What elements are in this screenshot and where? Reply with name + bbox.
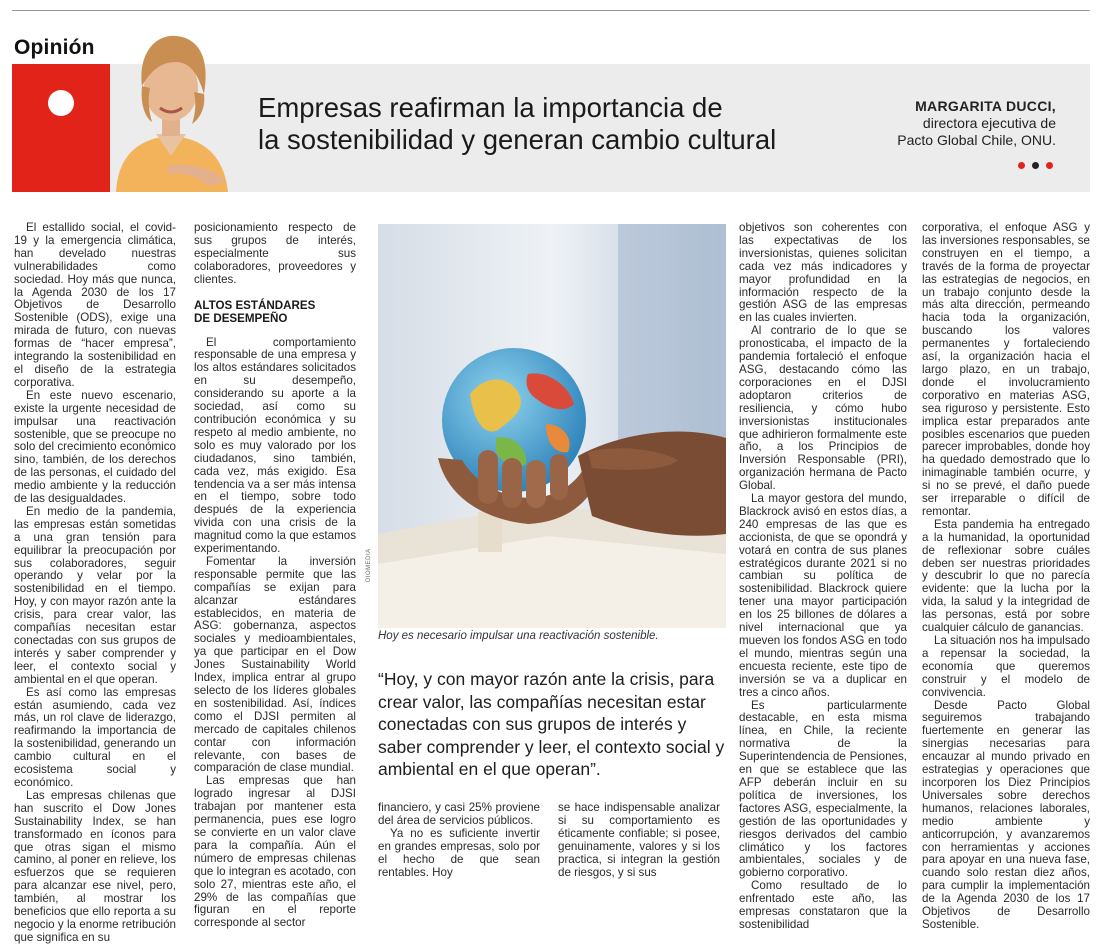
headline <box>258 92 858 156</box>
author-block <box>897 98 1056 149</box>
subheading-line-2: DE DESEMPEÑO <box>194 311 288 325</box>
col5-paragraph: La situación nos ha impulsado a repensar la sociedad, la economía que queremos construir y el modelo de convivencia. <box>922 634 1090 699</box>
col2-paragraph: El comportamiento responsable de una empresa y los altos estándares solicitados en su desempeño, considerando su aporte a la sociedad, así como su contribución económica y su respeto al medio ambiente, no solo es muy valorado por los ciudadanos, sino también, cada vez, más exigido. Esa tendencia va a ser más intensa en el tiempo, sobre todo después de la experiencia vivida con una crisis de la magnitud como la que estamos experimentando. <box>194 335 356 556</box>
column-3b <box>558 802 720 879</box>
decorative-dots <box>1018 156 1060 174</box>
col1-paragraph: Es así como las empresas están asumiendo, cada vez más, un rol clave de liderazgo, reafirmando la importancia de la sostenibilidad, generando un cambio cultural en el ecosistema social y económico. <box>14 685 176 789</box>
author-role-line-2: Pacto Global Chile, ONU. <box>897 132 1056 148</box>
author-name: MARGARITA DUCCI, <box>915 98 1056 114</box>
headline-line-2: la sostenibilidad y generan cambio cultural <box>258 124 777 155</box>
dot-black <box>1032 162 1039 169</box>
banner-red-block <box>12 64 110 192</box>
col4-paragraph: Es particularmente destacable, en esta misma línea, en Chile, la reciente normativa de la Superintendencia de Pensiones, en que se establece que las AFP deberán incluir en su política de inversiones, los factores ASG, especialmente, la gestión de las oportunidades y riesgos derivados del cambio climático y los factores ambientales, sociales y de gobierno corporativo. <box>739 698 907 880</box>
photo-credit: DIOMEDIA <box>366 548 372 582</box>
col5-paragraph: corporativa, el enfoque ASG y las inversiones responsables, se construyen en el tiempo, a través de la forma de proyectar las estrategias de negocios, en un trabajo conjunto desde la más alta dirección, permeando hacia toda la organización, buscando los valores permanentes y fortaleciendo así, la organización hacia el largo plazo, en un trabajo, donde el involucramiento corporativo en materias ASG, sea riguroso y persistente. Esto implica estar preparados ante posibles escenarios que pueden parecer improbables, donde hoy ha quedado demostrado que lo inimaginable también ocurre, y si no se prevé, el daño puede ser irreparable o difícil de remontar. <box>922 221 1090 518</box>
col1-paragraph: En medio de la pandemia, las empresas están sometidas a una gran tensión para equilibrar la preocupación por sus colaboradores, seguir operando y velar por la sostenibilidad en el tiempo. Hoy, y con mayor razón ante la crisis, para crear valor, las compañías necesitan estar conectadas con sus grupos de interés y saber comprender y leer, el contexto social y ambiental en el que operan. <box>14 504 176 686</box>
col4-paragraph: La mayor gestora del mundo, Blackrock avisó en estos días, a 240 empresas de las que es accionista, de que se opondrá y votará en contra de sus planes estratégicos durante 2021 si no cambian su política de sostenibilidad. Blackrock quiere tener una mayor participación en los 25 billones de dólares a nivel internacional que ya mueven los fondos ASG en todo el mundo, mientras según una encuesta reciente, este tipo de inversión se va a duplicar en tres a cinco años. <box>739 492 907 699</box>
col2-paragraph: Las empresas que han logrado ingresar al DJSI trabajan por mantener esta permanencia, pues ese logro se convierte en un valor clave para la compañía. Aún el número de empresas chilenas que lo integran es acotado, con solo 27, mientras este año, el 29% de las compañías que figuran en el reporte corresponde al sector <box>194 774 356 930</box>
col1-paragraph: En este nuevo escenario, existe la urgente necesidad de impulsar una reactivación sostenible, que se preocupe no solo del crecimiento económico sino, también, de los derechos de las personas, el cuidado del medio ambiente y la reducción de las desigualdades. <box>14 388 176 506</box>
section-label: Opinión <box>14 36 95 59</box>
col5-paragraph: Esta pandemia ha entregado a la humanidad, la oportunidad de reflexionar sobre cuáles deben ser nuestras prioridades y descubrir lo que no parecía evidente: que la lucha por la vida, la salud y la integridad de las personas, está por sobre cualquier cálculo de ganancias. <box>922 517 1090 635</box>
pull-quote: “Hoy, y con mayor razón ante la crisis, para crear valor, las compañías necesitan estar conectadas con sus grupos de interés y saber comprender y leer, el contexto social y ambiental en el que operan”. <box>378 669 725 779</box>
column-2 <box>194 222 356 930</box>
author-portrait <box>98 16 244 192</box>
headline-line-1: Empresas reafirman la importancia de <box>258 92 723 123</box>
globe-in-hands-photo <box>378 224 726 628</box>
col4-paragraph: objetivos son coherentes con las expectativas de los inversionistas, quienes solicitan cada vez más indicadores y mayor profundidad en la información respecto de la gestión ASG de las empresas en las cuales invierten. <box>739 221 907 325</box>
author-role-line-1: directora ejecutiva de <box>922 115 1056 131</box>
col1-paragraph: Las empresas chilenas que han suscrito el Dow Jones Sustainability Index, se han transformado en íconos para que otras sigan el mismo camino, al poner en relieve, los esfuerzos que se requieren para alcanzar ese nivel, pero, también, al mostrar los beneficios que ello reporta a su negocio y la enorme retribución que significa en su <box>14 788 176 944</box>
col3b-paragraph: se hace indispensable analizar si su comportamiento es éticamente confiable; si posee, genuinamente, valores y si los practica, si integran la gestión de riesgos, y si sus <box>558 801 720 879</box>
photo-caption: Hoy es necesario impulsar una reactivación sostenible. <box>378 630 659 642</box>
top-rule <box>12 10 1090 11</box>
col2-paragraph: Fomentar la inversión responsable permite que las compañías se exijan para alcanzar estándares establecidos, en materia de ASG: gobernanza, aspectos sociales y medioambientales, ya que participar en el Dow Jones Sustainability World Index, implica entrar al grupo selecto de los líderes globales en sostenibilidad. Así, índices como el DJSI permiten al mercado de capitales chilenos contar con información relevante, con bases de comparación de clase mundial. <box>194 554 356 775</box>
column-5 <box>922 222 1090 932</box>
col2-paragraph: posicionamiento respecto de sus grupos de interés, especialmente sus colaboradores, proveedores y clientes. <box>194 221 356 286</box>
col4-paragraph: Al contrario de lo que se pronosticaba, el impacto de la pandemia fortaleció el enfoque ASG, destacando cómo las corporaciones en el DJSI adoptaron criterios de resiliencia, y cómo hubo inversionistas institucionales que adhirieron formalmente este año, a los Principios de Inversión Responsable (PRI), organización hermana de Pacto Global. <box>739 324 907 493</box>
subheading-line-1: ALTOS ESTÁNDARES <box>194 298 316 312</box>
column-3a <box>378 802 540 879</box>
dot-red-1 <box>1018 162 1025 169</box>
col3a-paragraph: Ya no es suficiente invertir en grandes empresas, solo por el hecho de que sean rentables. Hoy <box>378 826 540 879</box>
dot-red-2 <box>1046 162 1053 169</box>
col4-paragraph: Como resultado de lo enfrentado este año, las empresas constataron que la sostenibilidad <box>739 879 907 931</box>
col3a-paragraph: financiero, y casi 25% proviene del área de servicios públicos. <box>378 801 540 827</box>
col1-paragraph: El estallido social, el covid-19 y la emergencia climática, han develado nuestras vulnerabilidades como sociedad. Hoy más que nunca, la Agenda 2030 de los 17 Objetivos de Desarrollo Sostenible (ODS), exige una mirada de futuro, con nuevas formas de “hacer empresa”, integrando la sostenibilidad en el diseño de la estrategia corporativa. <box>14 221 176 389</box>
col5-paragraph: Desde Pacto Global seguiremos trabajando fuertemente en generar las sinergias necesarias para encauzar al mundo privado en estrategias y operaciones que incorporen los Diez Principios Universales sobre derechos humanos, relaciones laborales, medio ambiente y anticorrupción, y avanzaremos con herramientas y acciones para apoyar en una nueva fase, cuando solo restan diez años, para cumplir la implementación de la Agenda 2030 de los 17 Objetivos de Desarrollo Sostenible. <box>922 698 1090 931</box>
column-1 <box>14 222 176 945</box>
banner-white-dot <box>48 90 74 116</box>
subheading <box>194 299 356 325</box>
column-4 <box>739 222 907 932</box>
